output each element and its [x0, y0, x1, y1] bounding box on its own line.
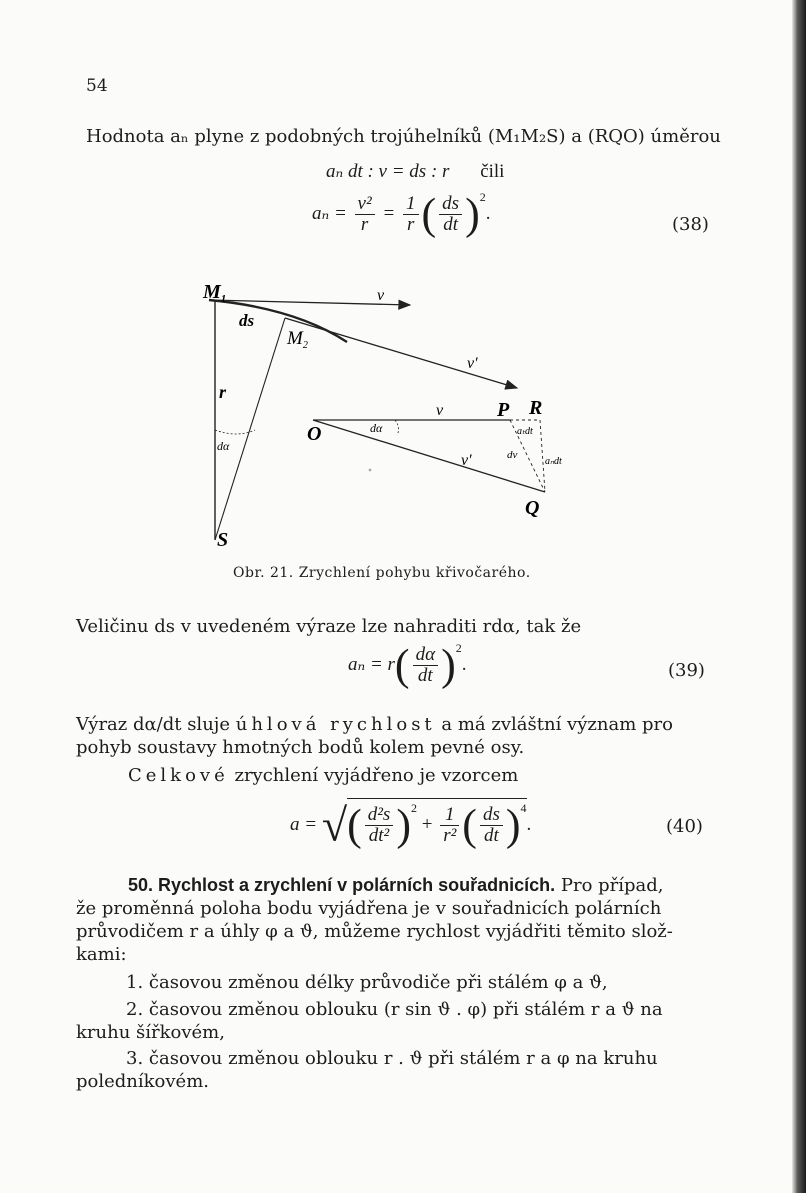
velocity-v-prime-arrow [285, 318, 517, 388]
angular-line-2: pohyb soustavy hmotných bodů kolem pevné osy. [76, 737, 525, 758]
figure-21 [195, 270, 615, 560]
eq40-exp2: 4 [520, 801, 527, 815]
label-v-prime-top: v′ [467, 355, 478, 372]
label-ds: ds [239, 311, 255, 330]
eq38-inner-fraction [439, 194, 462, 235]
eq40-fraction-2 [440, 805, 459, 846]
eq40-exp1: 2 [410, 801, 417, 815]
eq38-fraction-2 [403, 194, 419, 235]
label-O: O [307, 423, 322, 445]
label-at-dt: aₜdt [517, 426, 533, 437]
label-dalpha-right: dα [370, 421, 383, 435]
eq40-plus: + [421, 814, 433, 835]
angular-velocity-term: úhlová rychlost [235, 714, 436, 735]
section-50-line-2: že proměnná poloha bodu vyjádřena je v souřadnicích polárních [76, 898, 662, 919]
eq40-n2: 1 [440, 805, 459, 826]
eq40-n3: ds [480, 805, 503, 826]
label-dalpha-left: dα [217, 439, 230, 453]
list-item-2-line-1: 2. časovou změnou oblouku (r sin ϑ . φ) při stálém r a ϑ na [126, 999, 663, 1020]
label-M1: $M_1$ [203, 281, 227, 305]
eq39-lhs: aₙ = r [348, 654, 395, 675]
label-r: r [219, 382, 227, 402]
radius-M2-S-line [215, 318, 285, 540]
label-M2: $M_2$ [287, 328, 308, 351]
page-number: 54 [86, 76, 108, 96]
page-edge-shadow [792, 0, 806, 1193]
section-title: 50. Rychlost a zrychlení v polárních souřadnicích. [128, 875, 556, 895]
eq38-inner-num: ds [439, 194, 462, 215]
left-paren-icon: ( [347, 800, 362, 850]
eq40-radicand [347, 798, 526, 848]
eq38-fraction-1 [355, 194, 375, 235]
eq38-inner-den: dt [443, 214, 458, 236]
list-item-2-line-2: kruhu šířkovém, [76, 1022, 225, 1043]
list-item-3-line-1: 3. časovou změnou oblouku r . ϑ při stálém r a φ na kruhu [126, 1048, 658, 1069]
eq40-d1: dt² [368, 825, 390, 847]
left-paren-icon: ( [421, 189, 437, 239]
eq38-exponent: 2 [479, 190, 486, 204]
right-paren-icon: ) [505, 800, 521, 850]
equation-38-number: (38) [672, 214, 709, 235]
eq39-num: dα [413, 645, 438, 666]
proportion-formula [326, 160, 504, 183]
label-dv: dv [507, 449, 518, 461]
label-v-prime-low: v′ [461, 452, 472, 469]
right-paren-icon: ) [465, 189, 480, 239]
eq40-fraction-1 [365, 805, 394, 846]
eq40-d2: r² [443, 825, 457, 847]
eq40-fraction-3 [480, 805, 503, 846]
figure-caption: Obr. 21. Zrychlení pohybu křivočarého. [233, 565, 531, 581]
eq39-den: dt [417, 665, 433, 687]
speck-mark [369, 469, 372, 472]
section-text-1b: Pro případ, [555, 875, 664, 896]
right-paren-icon: ) [441, 640, 456, 690]
left-paren-icon: ( [462, 800, 477, 850]
angular-text-a: Výraz dα/dt sluje [76, 714, 236, 735]
equation-40: a = √( $\frac{\text{d²s}}{\text{dt²}}$ )$^2$ + $\frac{1}{\text{r²}}$ ( $\frac{ds}{dt}$ )$^4$. [290, 799, 532, 851]
list-item-3-line-2: poledníkovém. [76, 1071, 209, 1092]
section-50-line-4: kami: [76, 944, 127, 965]
eq38-num1: v² [355, 194, 375, 215]
eq38-num2: 1 [403, 194, 419, 215]
eq40-lhs: a = [290, 814, 318, 835]
angle-arc-right [395, 420, 399, 435]
eq38-den1: r [360, 214, 369, 236]
right-paren-icon: ) [396, 800, 411, 850]
total-text: zrychlení vyjádřeno je vzorcem [228, 765, 519, 786]
label-P: P [497, 399, 510, 421]
equation-39-number: (39) [668, 660, 705, 681]
replace-line: Veličinu ds v uvedeném výraze lze nahraditi rdα, tak že [76, 616, 582, 637]
total-term: Celkové [128, 765, 229, 786]
arc-ds-curve [209, 300, 347, 342]
intro-line: Hodnota aₙ plyne z podobných trojúhelníků (M₁M₂S) a (RQO) úměrou [86, 126, 721, 147]
proportion-expression: aₙ dt : v = ds : r [326, 161, 450, 182]
eq38-lhs: aₙ = [312, 203, 347, 224]
label-v-mid: v [436, 402, 444, 419]
label-S: S [217, 529, 229, 551]
cili-word: čili [480, 161, 505, 182]
angular-text-c: a má zvláštní význam pro [435, 714, 673, 735]
total-line [128, 763, 518, 788]
label-v-top: v [377, 287, 385, 304]
eq38-den2: r [407, 214, 415, 236]
equation-38: aₙ = $\frac{\text{v²}}{r}$ = $\frac{1}{r}$ ( $\frac{ds}{dt}$ )$^2$. [312, 189, 491, 239]
angular-line-1 [76, 712, 673, 737]
eq38-equals: = [382, 203, 396, 224]
sqrt-icon: √ [321, 799, 348, 851]
equation-39: aₙ = r( $\frac{d\alpha}{dt}$ )$^2$. [348, 640, 467, 690]
label-Q: Q [525, 497, 540, 519]
eq40-n1: d²s [365, 805, 394, 826]
label-an-dt: aₙdt [545, 456, 562, 467]
eq40-d3: dt [484, 825, 499, 847]
section-50-line-3: průvodičem r a úhly φ a ϑ, můžeme rychlost vyjádřiti těmito slož- [76, 921, 673, 942]
equation-40-number: (40) [666, 816, 703, 837]
list-item-1: 1. časovou změnou délky průvodiče při stálém φ a ϑ, [126, 972, 608, 993]
eq39-fraction [413, 645, 438, 686]
eq39-exponent: 2 [455, 641, 462, 655]
section-50-line-1 [128, 873, 664, 898]
label-R: R [529, 397, 543, 419]
left-paren-icon: ( [394, 640, 410, 690]
